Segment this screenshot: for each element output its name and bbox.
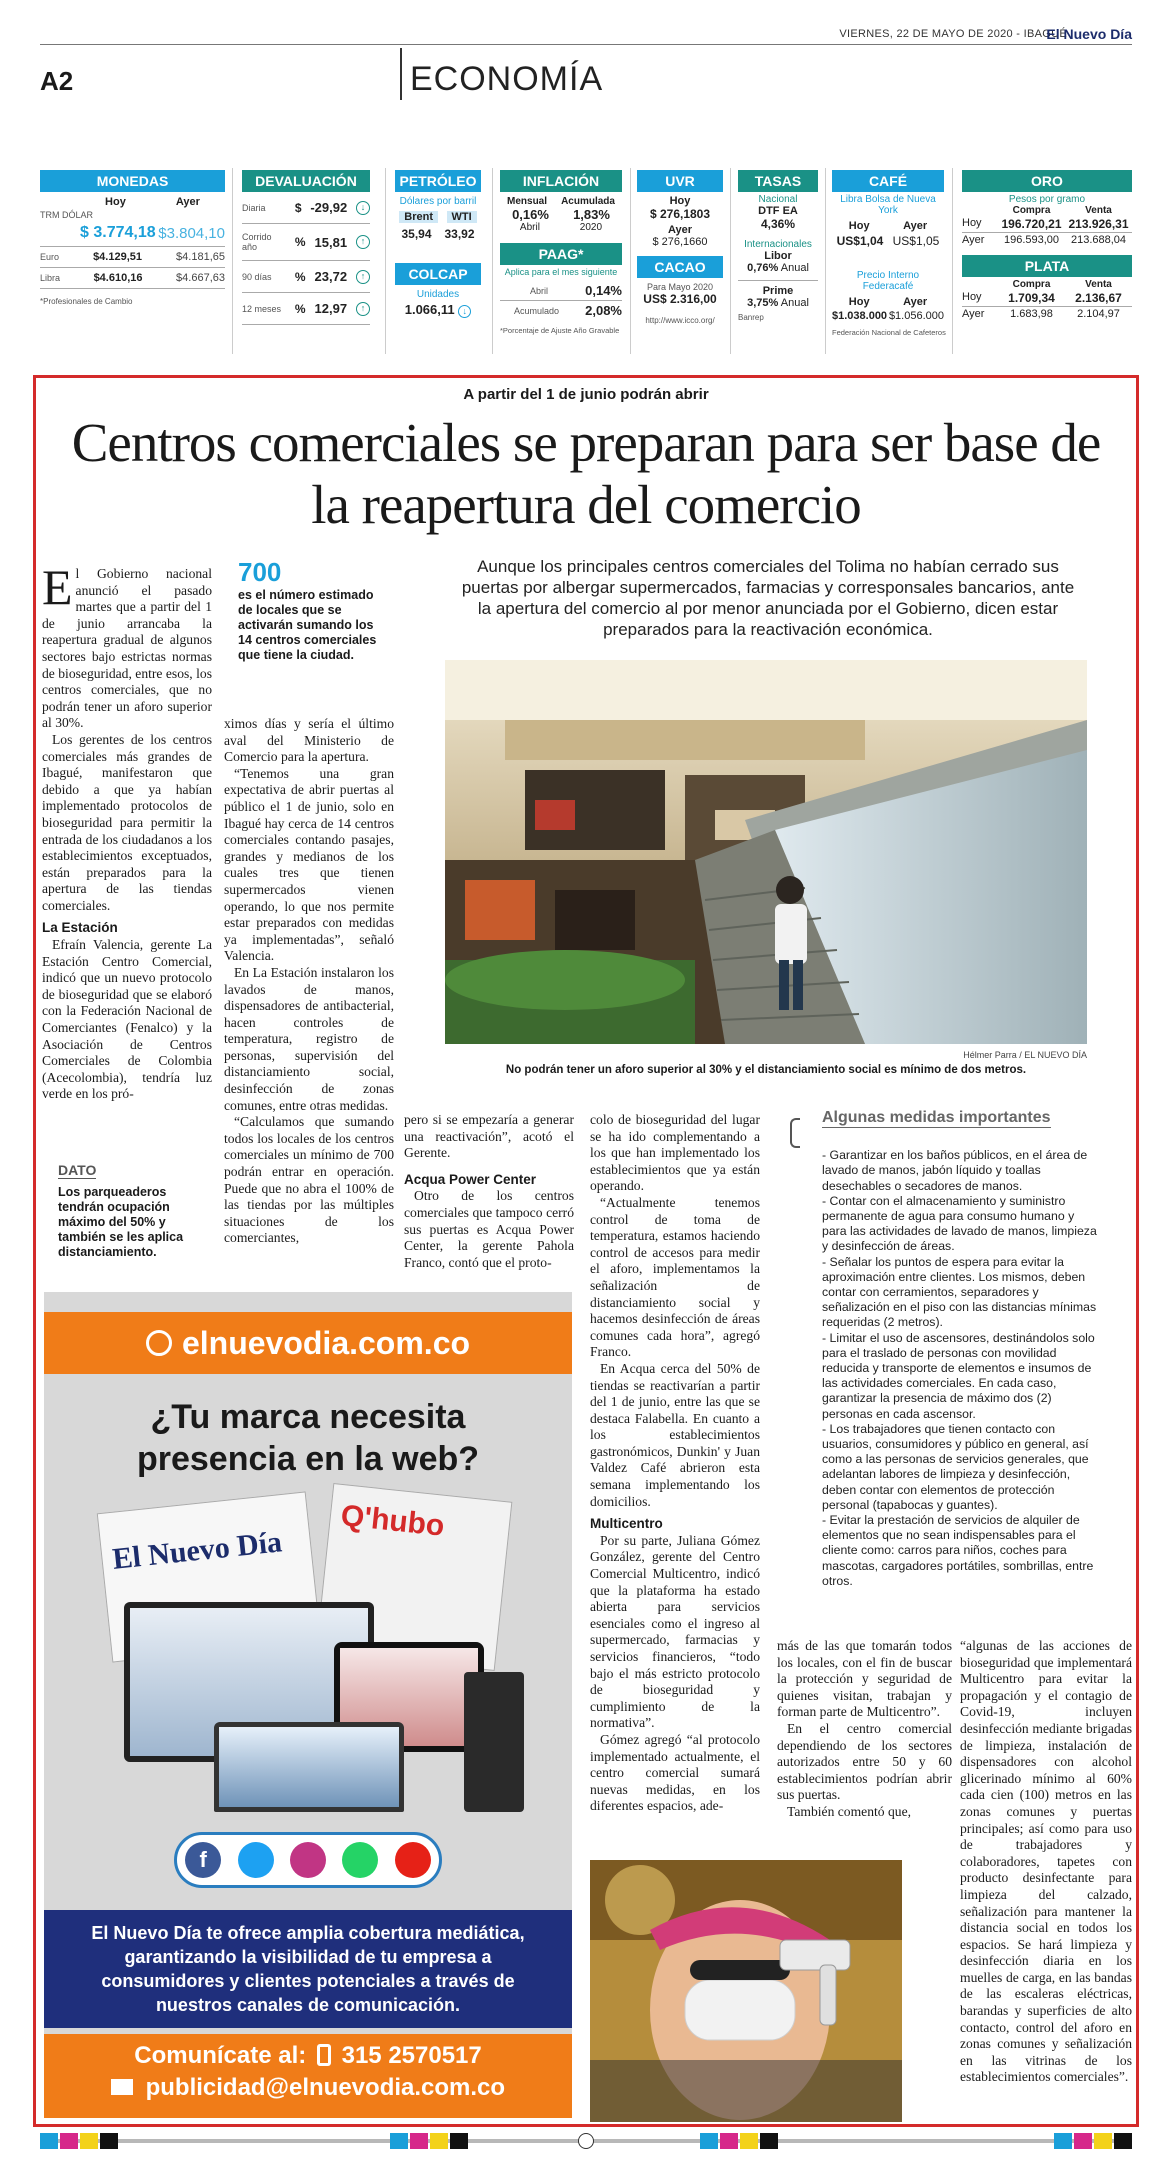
youtube-icon [395, 1842, 431, 1878]
ad-devices-illustration [84, 1492, 534, 1822]
devaluacion-symbol: % [294, 235, 306, 249]
arrow-up-icon: ↑ [356, 302, 370, 316]
inflacion-per2: 2020 [579, 222, 603, 233]
article-column-1 [42, 559, 212, 1103]
devaluacion-label: 12 meses [242, 303, 282, 314]
col2-p3: En La Estación instalaron los lavados de manos, dispensadores de antibacterial, hacen controles de temperatura, registro de personas, supervisión del distanciamiento social, desinfección de zonas comunes, entre otras medidas. [224, 964, 394, 1113]
oro-title: ORO [962, 170, 1132, 192]
pull-quote-700 [238, 557, 388, 663]
oro-ayer-compra: 196.593,00 [1003, 234, 1060, 246]
uvr-title: UVR [637, 170, 723, 192]
measure-item: - Señalar los puntos de espera para evitar la aproximación entre clientes. Los mismos, deben contar con cerramientos, separadores y señalización en el piso con las distancias mínimas requeridas (2 metros). [822, 1254, 1097, 1330]
col6-p1: “algunas de las acciones de bioseguridad que implementará Multicentro para evitar la propagación y el contagio de Covid-19, incluyen desinfección mediante brigadas de limpieza, instalación de dispensadores con alcohol glicerinado mínimo al 60% cada cien (100) metros en las zonas comunes y puertas principales; así como para uso de trabajadores y colaboradores, tapetes con producto desinfectante para limpieza del calzado, señalización para mantener la distancia social en todos los espacios. Se hará limpieza y desinfección diaria en los muelles de carga, en las bandas de las escaleras eléctricas, barandas y superficies de alto contacto, control del aforo en zonas comunes y señalización en las vitrinas de los establecimientos comerciales”. [960, 1638, 1132, 2085]
ad-email[interactable]: publicidad@elnuevodia.com.co [145, 2074, 506, 2101]
header-rule [40, 44, 1132, 45]
ad-contact-label: Comunícate al: [134, 2042, 307, 2069]
arrow-up-icon: ↑ [356, 270, 370, 284]
dato-text: Los parqueaderos tendrán ocupación máximo del 50% y también se les aplica distanciamiento. [58, 1185, 184, 1259]
ad-body: El Nuevo Día te ofrece amplia cobertura mediática, garantizando la visibilidad de tu empresa a consumidores y clientes potenciales a través de nuestros canales de comunicación. [91, 1923, 525, 2015]
photo-credit: Hélmer Parra / EL NUEVO DÍA [963, 1050, 1087, 1060]
dateline: VIERNES, 22 DE MAYO DE 2020 - IBAGUÉ [839, 28, 1067, 40]
ad-site: elnuevodia.com.co [181, 1324, 471, 1361]
uvr-ayer-label: Ayer [667, 224, 693, 236]
plata-ayer-venta: 2.104,97 [1077, 308, 1120, 320]
petroleo-box [395, 170, 481, 318]
uvr-hoy-label: Hoy [669, 195, 691, 207]
devaluacion-row [242, 224, 370, 261]
uvr-box [637, 170, 723, 325]
ad-paper-name: El Nuevo Día [110, 1525, 284, 1576]
monedas-note: *Profesionales de Cambio [40, 297, 133, 306]
whatsapp-icon [342, 1842, 378, 1878]
inflacion-col1: Mensual [507, 196, 548, 207]
arrow-down-icon: ↓ [458, 305, 471, 318]
col5-p3: También comentó que, [787, 1803, 911, 1819]
measures-list [822, 1148, 1097, 1589]
crosshair-icon [578, 2133, 594, 2149]
devaluacion-rows [242, 192, 370, 325]
col2-p4: “Calculamos que sumando todos los locales de los centros comerciales un mínimo de 700 podrán entrar en operación. Puede que no abra el 100% de las tiendas por las múltiples situaciones de los comerciantes, [224, 1114, 394, 1246]
subhead-acqua: Acqua Power Center [404, 1171, 537, 1187]
measure-item: - Los trabajadores que tienen contacto con usuarios, consumidores y público en general, así como a las personas de servicios generales, que adelantan labores de limpieza y desinfección, deben contar con elementos de protección personal (tapabocas y guantes). [822, 1421, 1089, 1512]
cafe-title: CAFÉ [832, 170, 944, 192]
page-number: A2 [40, 66, 74, 96]
cafe-sub2: Precio Interno Federacafé [856, 270, 920, 292]
masthead-brand: El Nuevo Día [1046, 26, 1132, 42]
libra-label: Libra [40, 273, 61, 283]
email-icon [111, 2079, 133, 2095]
oro-ayer-label: Ayer [962, 234, 985, 246]
instagram-icon [290, 1842, 326, 1878]
monedas-hoy-label: Hoy [105, 196, 126, 208]
cafe-int-hoy: $1.038.000 [832, 310, 888, 322]
phone-icon [317, 2044, 331, 2066]
mall-photo-image [445, 660, 1087, 1044]
col4-p3: En Acqua cerca del 50% de tiendas se reactivarían a partir del 1 de junio, entre las que se destaca Falabella. En cuanto a los establecimientos gastronómicos, Dunkin' y Juan Valdez Café abrieron esta semana implementando los domicilios. [590, 1360, 760, 1509]
cafe-ny-ayer: US$1,05 [892, 234, 940, 248]
devaluacion-box [242, 170, 370, 325]
euro-hoy: $4.129,51 [93, 251, 142, 263]
wti-value: 33,92 [444, 227, 475, 241]
cacao-note: http://www.icco.org/ [645, 316, 715, 325]
monedas-title: MONEDAS [40, 170, 225, 192]
inflacion-per1: Abril [519, 222, 540, 233]
colcap-title: COLCAP [395, 263, 481, 285]
plata-ayer-label: Ayer [962, 308, 985, 320]
temperature-photo-image [590, 1860, 902, 2122]
paag-abril-label: Abril [530, 285, 549, 296]
measure-item: - Garantizar en los baños públicos, en el área de lavado de manos, jabón líquido y toallas desechables o secadores de manos. [822, 1148, 1088, 1193]
col3-p2: Otro de los centros comerciales que tampoco cerró sus puertas es Acqua Power Center, la gerente Pahola Franco, contó que el proto- [404, 1188, 574, 1270]
plata-hoy-label: Hoy [962, 291, 982, 303]
arrow-up-icon: ↑ [356, 235, 370, 249]
paag-sub: Aplica para el mes siguiente [504, 267, 618, 277]
plata-compra-label: Compra [1012, 279, 1051, 290]
plata-title: PLATA [962, 255, 1132, 277]
section-divider [400, 48, 402, 100]
photo-caption: No podrán tener un aforo superior al 30% y el distanciamiento social es mínimo de dos metros. [505, 1064, 1027, 1076]
libor-label: Libor [764, 250, 792, 262]
prime-value: 3,75% [747, 297, 779, 309]
subhead-la-estacion: La Estación [42, 920, 118, 936]
registration-bar [40, 2133, 1132, 2149]
inflacion-col2: Acumulada [561, 196, 615, 207]
measure-item: - Limitar el uso de ascensores, destinándolos solo para el traslado de personas con movilidad reducida y transporte de elementos e insumos de las actividades comerciales. En cada caso, garantizar la presencia de máximo dos (2) personas en cada ascensor. [822, 1330, 1095, 1421]
trm-label: TRM DÓLAR [40, 210, 94, 220]
uvr-ayer: $ 276,1660 [652, 236, 708, 248]
paag-abril: 0,14% [585, 283, 622, 298]
oro-ayer-venta: 213.688,04 [1070, 234, 1127, 246]
oro-compra-label: Compra [1012, 205, 1051, 216]
trm-ayer: $3.804,10 [158, 224, 225, 242]
cafe-hoy-label-2: Hoy [848, 296, 870, 308]
oro-hoy-label: Hoy [962, 217, 982, 229]
paag-note: *Porcentaje de Ajuste Año Gravable [500, 326, 620, 335]
indicator-separator [232, 168, 233, 354]
article-lede: Aunque los principales centros comerciales del Tolima no habían cerrado sus puertas por albergar supermercados, farmacias y corresponsales bancarios, ante la apertura del comercio al por menor anunciada por el Gobierno, dicen estar preparados para la reactivación económica. [461, 557, 1075, 639]
devaluacion-row [242, 192, 370, 224]
libra-hoy: $4.610,16 [93, 272, 143, 284]
cacao-title: CACAO [637, 256, 723, 278]
cafe-note: Federación Nacional de Cafeteros [832, 328, 946, 337]
cafe-int-ayer: $1.056.000 [888, 310, 944, 322]
devaluacion-label: Corrido año [242, 232, 272, 252]
drop-cap: E [42, 559, 73, 615]
pull-text: es el número estimado de locales que se activarán sumando los 14 centros comerciales que tiene la ciudad. [238, 588, 377, 662]
col3-p1: pero si se empezaría a generar una reactivación”, acotó el Gerente. [404, 1112, 574, 1161]
indicator-separator [492, 168, 493, 354]
devaluacion-value: 15,81 [314, 234, 348, 250]
tasas-title: TASAS [738, 170, 818, 192]
measures-bracket [790, 1118, 800, 1148]
colcap-value: 1.066,11 [404, 302, 455, 317]
oro-box [962, 170, 1132, 321]
indicator-separator [730, 168, 731, 354]
paag-acum: 2,08% [585, 303, 622, 318]
plata-hoy-compra: 1.709,34 [1008, 291, 1055, 305]
monedas-ayer-label: Ayer [175, 196, 200, 208]
col2-p2: “Tenemos una gran expectativa de abrir puertas al público el 1 de junio, solo en Ibagué hay cerca de 14 centros comerciales contando pasajes, grandes y medianos de los cuales tres que tienen supermercados vienen operando, lo que nos permite estar preparados con medidas ya implementadas”, señaló Valencia. [224, 765, 394, 964]
oro-venta-label: Venta [1085, 205, 1112, 216]
paag-acum-label: Acumulado [514, 305, 560, 316]
indicator-separator [952, 168, 953, 354]
prime-period: Anual [780, 297, 809, 309]
devaluacion-row [242, 293, 370, 325]
brent-value: 35,94 [401, 227, 432, 241]
cacao-value: US$ 2.316,00 [643, 292, 717, 306]
article-headline: Centros comerciales se preparan para ser base de la reapertura del comercio [71, 412, 1101, 535]
tasas-intl: Internacionales [744, 239, 812, 250]
tasas-nac: Nacional [758, 194, 798, 205]
article-column-3 [404, 1112, 574, 1271]
measures-box [822, 1110, 1097, 1589]
ad-site-banner [44, 1312, 572, 1374]
ad-question: ¿Tu marca necesita presencia en la web? [136, 1398, 480, 1478]
devaluacion-title: DEVALUACIÓN [242, 170, 370, 192]
cafe-ayer-label-2: Ayer [903, 296, 928, 308]
devaluacion-label: 90 días [242, 271, 272, 282]
pull-number: 700 [238, 557, 282, 587]
petroleo-sub: Dólares por barril [399, 196, 477, 207]
cafe-hoy-label: Hoy [848, 220, 870, 232]
inflacion-title: INFLACIÓN [500, 170, 622, 192]
measures-title: Algunas medidas importantes [822, 1110, 1051, 1128]
plata-hoy-venta: 2.136,67 [1075, 291, 1122, 305]
oro-hoy-venta: 213.926,31 [1068, 217, 1129, 231]
wti-label: WTI [447, 211, 477, 223]
subhead-multicentro: Multicentro [590, 1516, 663, 1532]
dtf-value: 4,36% [760, 217, 796, 231]
tasas-box [738, 170, 818, 322]
ad-social-icons [174, 1832, 442, 1888]
globe-icon [146, 1330, 172, 1356]
libor-period: Anual [780, 262, 809, 274]
oro-sub: Pesos por gramo [1008, 194, 1086, 205]
oro-hoy-compra: 196.720,21 [1001, 217, 1062, 231]
ad-tabloid-name: Q'hubo [339, 1499, 446, 1543]
twitter-icon [238, 1842, 274, 1878]
devaluacion-value: -29,92 [310, 200, 348, 215]
uvr-hoy: $ 276,1803 [649, 207, 711, 221]
mall-escalator-photo [445, 660, 1087, 1044]
inflacion-mensual: 0,16% [512, 207, 549, 222]
inflacion-box [500, 170, 622, 335]
col2-p1: ximos días y sería el último aval del Ministerio de Comercio para la apertura. [224, 716, 394, 765]
trm-hoy: $ 3.774,18 [80, 224, 156, 241]
plata-ayer-compra: 1.683,98 [1010, 308, 1053, 320]
indicator-separator [630, 168, 631, 354]
tasas-note: Banrep [738, 313, 764, 322]
devaluacion-value: 23,72 [314, 269, 348, 284]
col4-p2: “Actualmente tenemos control de toma de temperatura, estamos haciendo control de accesos para medir el aforo, implementamos la señalización de distanciamiento social y hacemos desinfección de áreas comunes cada hora”, agregó Franco. [590, 1194, 760, 1360]
indicator-separator [825, 168, 826, 354]
paag-title: PAAG* [500, 243, 622, 265]
temperature-check-photo [590, 1860, 902, 2122]
ad-contact-box [44, 2034, 572, 2118]
ad-laptop [214, 1722, 404, 1812]
web-presence-ad [44, 1292, 572, 2118]
col4-p5: Gómez agregó “al protocolo implementado actualmente, el centro comercial sumará nuevas medidas, en los diferentes espacios, ade- [590, 1731, 760, 1814]
dtf-label: DTF EA [758, 205, 798, 217]
col1-p2: Los gerentes de los centros comerciales más grandes de Ibagué, manifestaron que debido a que ya habían implementado protocolos de bioseguridad para permitir la entrada de los ciudadanos a los establecimientos exceptuados, están preparados para la apertura de las tiendas comerciales. [42, 731, 212, 913]
euro-label: Euro [40, 252, 60, 262]
article-column-5 [777, 1638, 952, 1821]
article-column-4 [590, 1112, 760, 1815]
col4-p1: colo de bioseguridad del lugar se ha ido complementando a los que han implementado los establecimientos que ya están operando. [590, 1112, 760, 1194]
article-kicker: A partir del 1 de junio podrán abrir [463, 386, 709, 403]
facebook-icon: f [185, 1842, 221, 1878]
ad-body-box [44, 1910, 572, 2028]
inflacion-acumulada: 1,83% [573, 207, 610, 222]
devaluacion-symbol: % [294, 301, 306, 316]
col4-p4: Por su parte, Juliana Gómez González, gerente del Centro Comercial Multicentro, indicó que la plataforma ha estado abierta para servicios esenciales como el ingreso al supermercado, farmacias y servicios financieros, “todo bajo el más estricto protocolo de bioseguridad y cumplimiento de la normativa”. [590, 1532, 760, 1731]
devaluacion-symbol: % [294, 269, 306, 284]
prime-label: Prime [738, 280, 818, 297]
col5-p2: En el centro comercial dependiendo de los sectores autorizados entre 50 y 60 establecimientos podrían abrir sus puertas. [777, 1720, 952, 1803]
libra-ayer: $4.667,63 [176, 272, 225, 284]
cacao-sub: Para Mayo 2020 [646, 282, 714, 292]
section-title: ECONOMÍA [410, 60, 604, 98]
indicator-separator [385, 168, 386, 354]
devaluacion-symbol: $ [294, 200, 302, 215]
measure-item: - Evitar la prestación de servicios de alquiler de elementos que no sean indispensables para el cliente como: carros para niños, coches para mascotas, cargadores portátiles, sombrillas, entre otros. [822, 1513, 1094, 1588]
colcap-sub: Unidades [416, 289, 460, 300]
cafe-sub1: Libra Bolsa de Nueva York [840, 194, 936, 216]
libor-value: 0,76% [747, 262, 779, 274]
cafe-ny-hoy: US$1,04 [836, 234, 884, 248]
col1-p3: Efraín Valencia, gerente La Estación Centro Comercial, indicó que un nuevo protocolo de bioseguridad que se elaboró con la Federación Nacional de Comerciantes (Fenalco) y la Asociación de Centros Comerciales de Colombia (Acecolombia), tendría luz verde en los pró- [42, 937, 212, 1102]
monedas-box [40, 170, 225, 306]
article-column-6 [960, 1638, 1132, 2086]
ad-tower [464, 1672, 524, 1812]
dato-title: DATO [58, 1162, 97, 1178]
arrow-down-icon: ↓ [356, 201, 370, 215]
ad-phone[interactable]: 315 2570517 [341, 2042, 482, 2069]
cafe-ayer-label: Ayer [903, 220, 928, 232]
plata-venta-label: Venta [1085, 279, 1112, 290]
petroleo-title: PETRÓLEO [395, 170, 481, 192]
col5-p1: más de las que tomarán todos los locales, con el fin de buscar la protección y seguridad de quienes visitan, trabajan y forman parte de Multicentro”. [777, 1638, 952, 1720]
euro-ayer: $4.181,65 [176, 251, 225, 263]
brent-label: Brent [399, 211, 438, 223]
col1-p1: l Gobierno nacional anunció el pasado martes que a partir del 1 de junio arrancaba la reapertura gradual de algunos sectores bajo estrictas normas de bioseguridad, entre esos, los centros comerciales, que no podrán tener un aforo superior al 30%. [42, 566, 212, 731]
devaluacion-value: 12,97 [314, 301, 348, 316]
devaluacion-label: Diaria [242, 202, 266, 213]
article-column-2 [224, 716, 394, 1247]
dato-box [58, 1162, 186, 1260]
devaluacion-row [242, 261, 370, 293]
measure-item: - Contar con el almacenamiento y suministro permanente de agua para consumo humano y para las actividades de lavado de manos, limpieza y desinfección de áreas. [822, 1193, 1097, 1254]
cafe-box [832, 170, 944, 337]
